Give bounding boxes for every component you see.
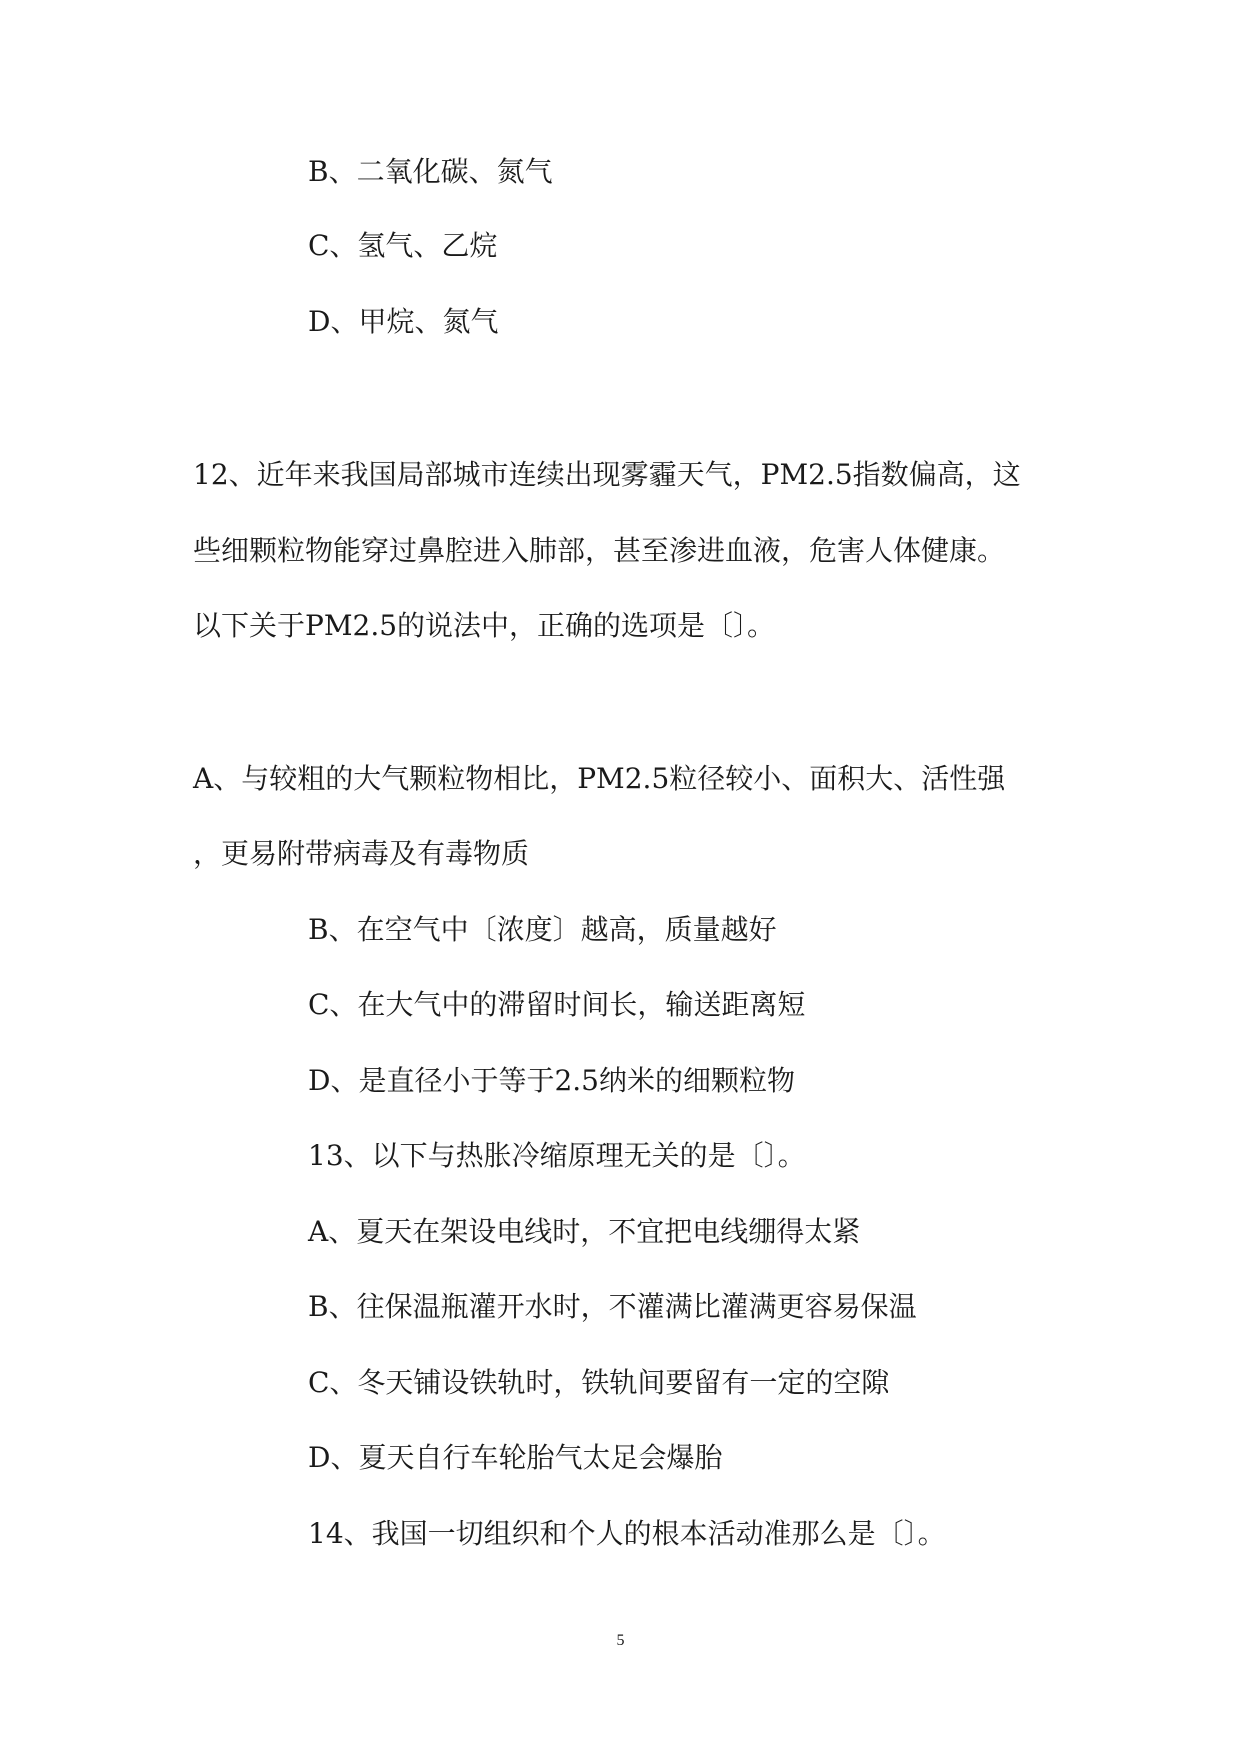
q11-option-c: C、氢气、乙烷 [308, 229, 498, 262]
q12-stem-line-3: 以下关于PM2.5的说法中，正确的选项是〔〕。 [193, 609, 776, 642]
q11-option-d: D、甲烷、氮气 [308, 305, 499, 338]
q12-option-c: C、在大气中的滞留时间长，输送距离短 [308, 988, 806, 1021]
q13-option-a: A、夏天在架设电线时，不宜把电线绷得太紧 [308, 1215, 861, 1248]
q12-option-a-line-1: A、与较粗的大气颗粒物相比，PM2.5粒径较小、面积大、活性强 [193, 762, 1006, 795]
q11-option-b: B、二氧化碳、氮气 [308, 155, 553, 188]
page-number: 5 [616, 1632, 625, 1649]
q14-stem: 14、我国一切组织和个人的根本活动准那么是〔〕。 [308, 1517, 946, 1550]
q13-option-b: B、往保温瓶灌开水时，不灌满比灌满更容易保温 [308, 1290, 917, 1323]
q13-option-c: C、冬天铺设铁轨时，铁轨间要留有一定的空隙 [308, 1366, 890, 1399]
q13-option-d: D、夏天自行车轮胎气太足会爆胎 [308, 1441, 723, 1474]
q13-stem: 13、以下与热胀冷缩原理无关的是〔〕。 [308, 1139, 806, 1172]
q12-option-a-line-2: ，更易附带病毒及有毒物质 [193, 837, 530, 870]
q12-stem-line-1: 12、近年来我国局部城市连续出现雾霾天气，PM2.5指数偏高，这 [193, 458, 1021, 491]
q12-option-b: B、在空气中〔浓度〕越高，质量越好 [308, 913, 777, 946]
q12-stem-line-2: 些细颗粒物能穿过鼻腔进入肺部，甚至渗进血液，危害人体健康。 [193, 534, 1006, 567]
q12-option-d: D、是直径小于等于2.5纳米的细颗粒物 [308, 1064, 795, 1097]
